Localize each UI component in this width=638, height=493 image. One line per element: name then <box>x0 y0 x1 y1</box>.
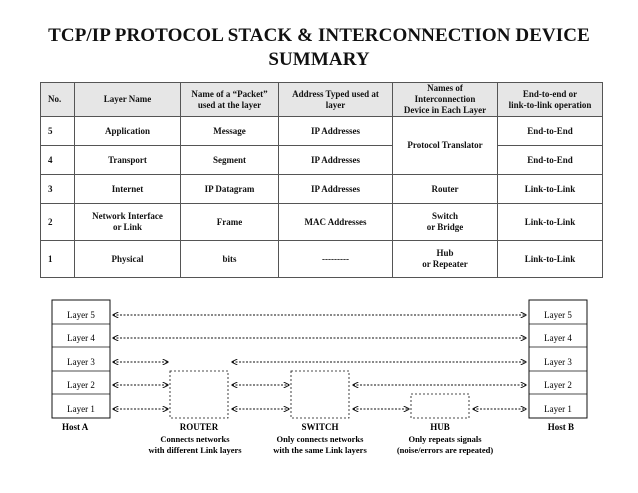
cell-address: --------- <box>279 241 393 278</box>
cell-packet: Segment <box>181 146 279 175</box>
hub-label: HUB <box>430 422 450 432</box>
cell-address: IP Addresses <box>279 117 393 146</box>
hub-stack <box>411 394 469 418</box>
switch-stack <box>291 371 349 418</box>
router-label: ROUTER <box>179 422 219 432</box>
switch-desc-2: with the same Link layers <box>273 445 367 455</box>
header-no: No. <box>41 83 75 117</box>
host-b-layer-1: Layer 1 <box>544 404 572 414</box>
cell-layer: Internet <box>75 175 181 204</box>
host-b-label: Host B <box>547 422 574 432</box>
host-b-stack <box>529 300 587 418</box>
header-packet-name: Name of a “Packet” used at the layer <box>181 83 279 117</box>
cell-layer: Application <box>75 117 181 146</box>
cell-device: Protocol Translator <box>393 117 498 175</box>
cell-no: 1 <box>41 241 75 278</box>
cell-layer: Physical <box>75 241 181 278</box>
host-a-layer-2: Layer 2 <box>67 380 95 390</box>
cell-no: 4 <box>41 146 75 175</box>
hub-desc-2: (noise/errors are repeated) <box>396 445 494 455</box>
title-line-2: SUMMARY <box>268 49 370 70</box>
switch-label: SWITCH <box>301 422 339 432</box>
header-device-names: Names of Interconnection Device in Each Layer <box>393 83 498 117</box>
cell-packet: bits <box>181 241 279 278</box>
cell-layer: Network Interface or Link <box>75 204 181 241</box>
header-operation: End-to-end or link-to-link operation <box>498 83 603 117</box>
cell-operation: Link-to-Link <box>498 241 603 278</box>
router-desc-1: Connects networks <box>160 434 230 444</box>
host-a-label: Host A <box>62 422 89 432</box>
host-a-layer-3: Layer 3 <box>67 357 95 367</box>
cell-operation: Link-to-Link <box>498 204 603 241</box>
cell-no: 2 <box>41 204 75 241</box>
cell-operation: Link-to-Link <box>498 175 603 204</box>
cell-no: 3 <box>41 175 75 204</box>
cell-operation: End-to-End <box>498 117 603 146</box>
cell-no: 5 <box>41 117 75 146</box>
cell-packet: Frame <box>181 204 279 241</box>
cell-layer: Transport <box>75 146 181 175</box>
cell-address: IP Addresses <box>279 146 393 175</box>
cell-address: MAC Addresses <box>279 204 393 241</box>
cell-packet: Message <box>181 117 279 146</box>
cell-operation: End-to-End <box>498 146 603 175</box>
hub-desc-1: Only repeats signals <box>408 434 482 444</box>
cell-packet: IP Datagram <box>181 175 279 204</box>
host-b-layer-2: Layer 2 <box>544 380 572 390</box>
cell-device: Switch or Bridge <box>393 204 498 241</box>
host-a-layer-5: Layer 5 <box>67 310 95 320</box>
router-stack <box>170 371 228 418</box>
header-layer-name: Layer Name <box>75 83 181 117</box>
cell-device: Router <box>393 175 498 204</box>
host-b-layer-4: Layer 4 <box>544 333 572 343</box>
router-desc-2: with different Link layers <box>148 445 242 455</box>
host-a-stack <box>52 300 110 418</box>
header-address-type: Address Typed used at layer <box>279 83 393 117</box>
title-line-1: TCP/IP PROTOCOL STACK & INTERCONNECTION DEVICE <box>48 25 590 46</box>
host-b-layer-5: Layer 5 <box>544 310 572 320</box>
cell-address: IP Addresses <box>279 175 393 204</box>
host-a-layer-4: Layer 4 <box>67 333 95 343</box>
host-a-layer-1: Layer 1 <box>67 404 95 414</box>
host-b-layer-3: Layer 3 <box>544 357 572 367</box>
cell-device: Hub or Repeater <box>393 241 498 278</box>
switch-desc-1: Only connects networks <box>276 434 364 444</box>
